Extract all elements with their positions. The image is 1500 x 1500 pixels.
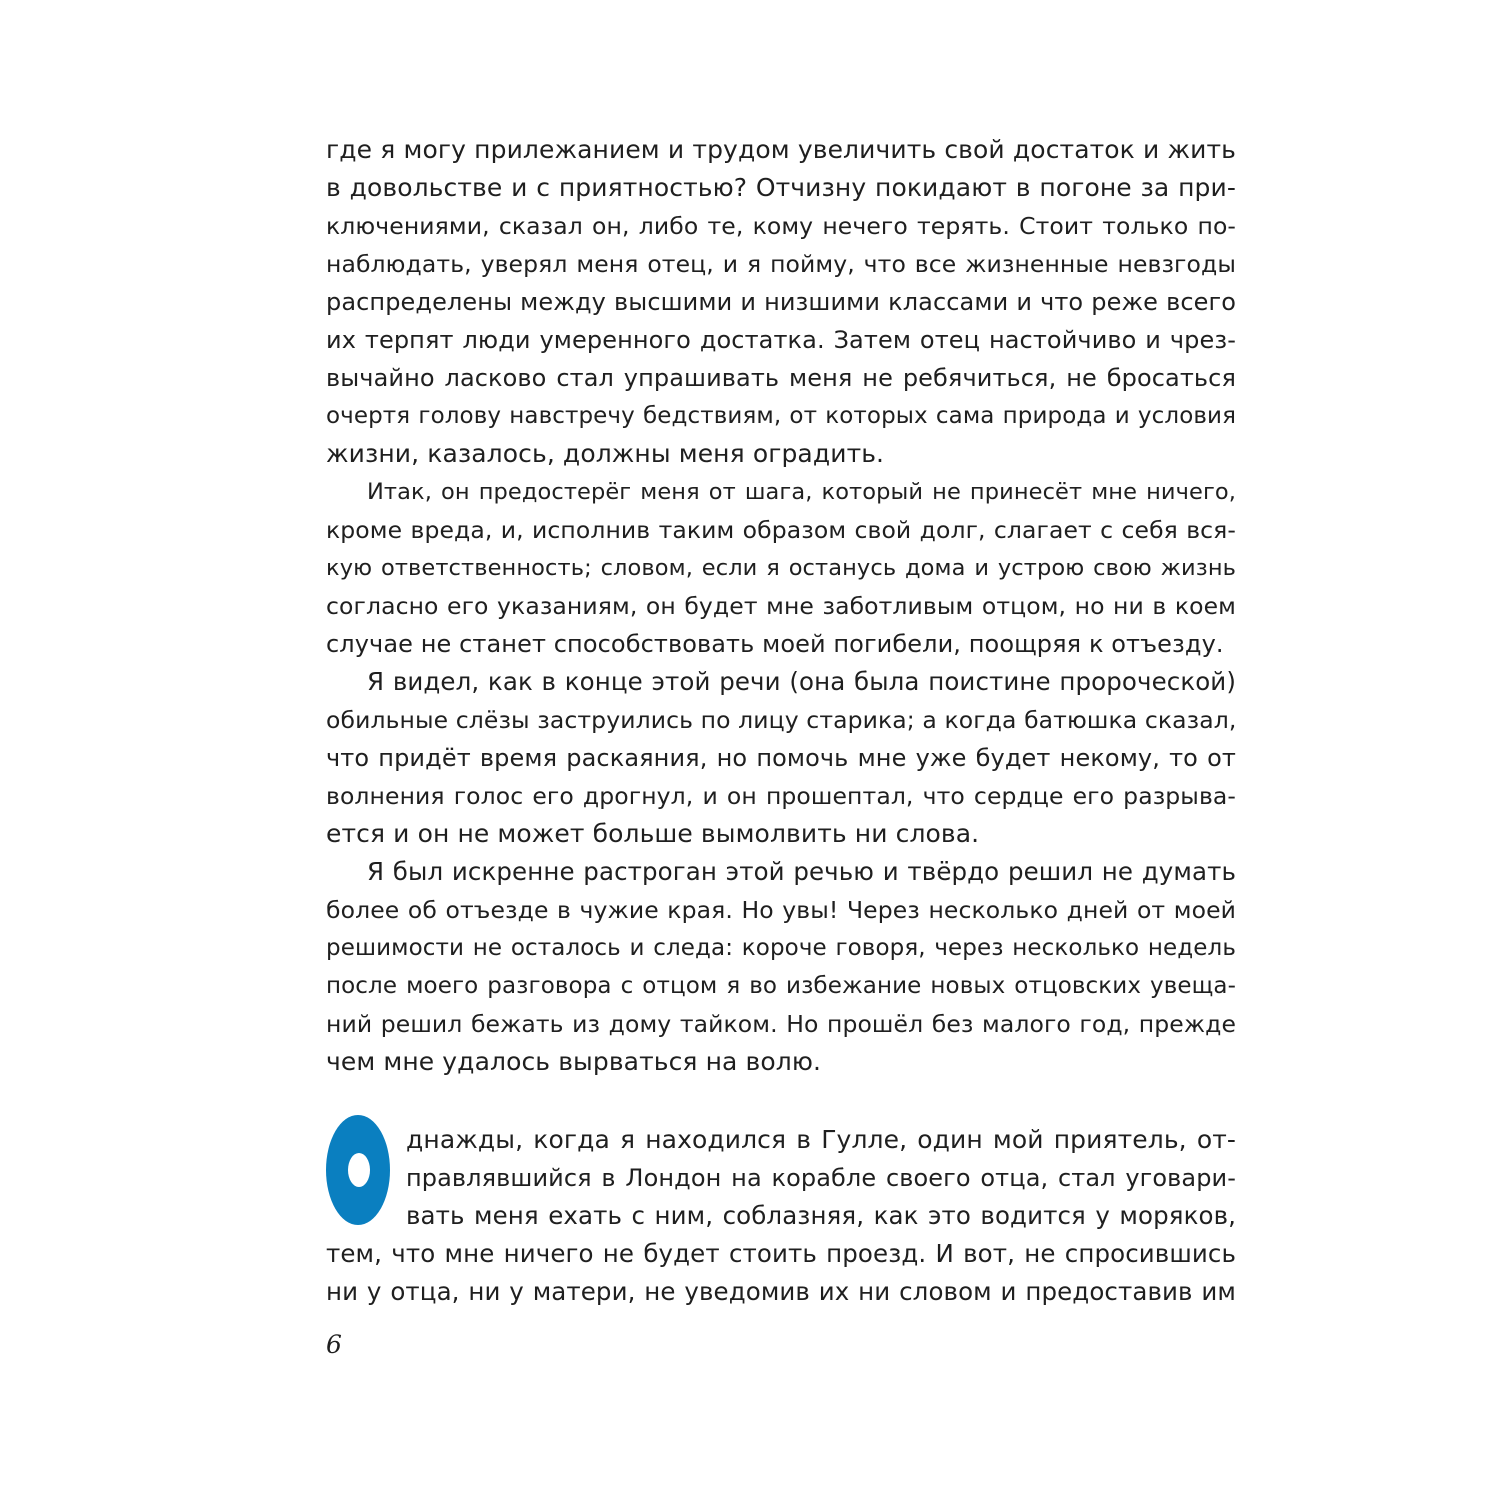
text-line: ни у отца, ни у матери, не уведомив их ни словом и предоставив им [326, 1277, 1236, 1306]
text-line: случае не станет способствовать моей погибели, поощряя к отъезду. [326, 630, 1224, 658]
text-line: решимости не осталось и следа: короче говоря, через несколько недель [326, 935, 1236, 961]
text-line: тем, что мне ничего не будет стоить проезд. И вот, не спросившись [326, 1239, 1236, 1268]
text-line: Я видел, как в конце этой речи (она была поистине пророческой) [367, 667, 1236, 696]
text-line: кроме вреда, и, исполнив таким образом свой долг, слагает с себя вся- [326, 516, 1236, 544]
text-line: обильные слёзы заструились по лицу старика; а когда батюшка сказал, [326, 706, 1237, 734]
text-line: где я могу прилежанием и трудом увеличить свой достаток и жить [326, 135, 1236, 164]
text-line: наблюдать, уверял меня отец, и я пойму, что все жизненные невзгоды [326, 250, 1236, 278]
text-line: вать меня ехать с ним, соблазняя, как это водится у моряков, [406, 1201, 1236, 1230]
text-line: Итак, он предостерёг меня от шага, который не принесёт мне ничего, [367, 479, 1236, 505]
page-number: 6 [326, 1330, 342, 1359]
text-line: вычайно ласково стал упрашивать меня не ребячиться, не бросаться [326, 364, 1236, 392]
text-line: ется и он не может больше вымолвить ни слова. [326, 819, 980, 848]
text-line: после моего разговора с отцом я во избежание новых отцовских увеща- [326, 973, 1236, 999]
text-line: распределены между высшими и низшими классами и что реже всего [326, 288, 1236, 316]
text-line: чем мне удалось вырваться на волю. [326, 1047, 822, 1076]
text-line: более об отъезде в чужие края. Но увы! Через несколько дней от моей [326, 896, 1236, 924]
text-line: правлявшийся в Лондон на корабле своего отца, стал уговари- [406, 1164, 1236, 1192]
text-line: очертя голову навстречу бедствиям, от которых сама природа и условия [326, 403, 1236, 429]
text-line: ключениями, сказал он, либо те, кому нечего терять. Стоит только по- [326, 212, 1236, 240]
text-line: ний решил бежать из дому тайком. Но прошёл без малого год, прежде [326, 1010, 1236, 1038]
text-line: что придёт время раскаяния, но помочь мне уже будет некому, то от [326, 744, 1236, 772]
text-line: их терпят люди умеренного достатка. Затем отец настойчиво и чрез- [326, 326, 1236, 354]
text-line: Я был искренне растроган этой речью и твёрдо решил не думать [367, 857, 1236, 886]
text-line: согласно его указаниям, он будет мне заботливым отцом, но ни в коем [326, 592, 1236, 620]
body-text [326, 131, 1236, 1081]
text-line: кую ответственность; словом, если я останусь дома и устрою свою жизнь [326, 555, 1236, 581]
section-text [326, 1121, 1236, 1311]
text-line: в довольстве и с приятностью? Отчизну покидают в погоне за при- [326, 173, 1236, 202]
text-line: волнения голос его дрогнул, и он прошептал, что сердце его разрыва- [326, 782, 1236, 810]
text-line: жизни, казалось, должны меня оградить. [326, 439, 885, 468]
text-line: днажды, когда я находился в Гулле, один мой приятель, от- [406, 1125, 1236, 1154]
